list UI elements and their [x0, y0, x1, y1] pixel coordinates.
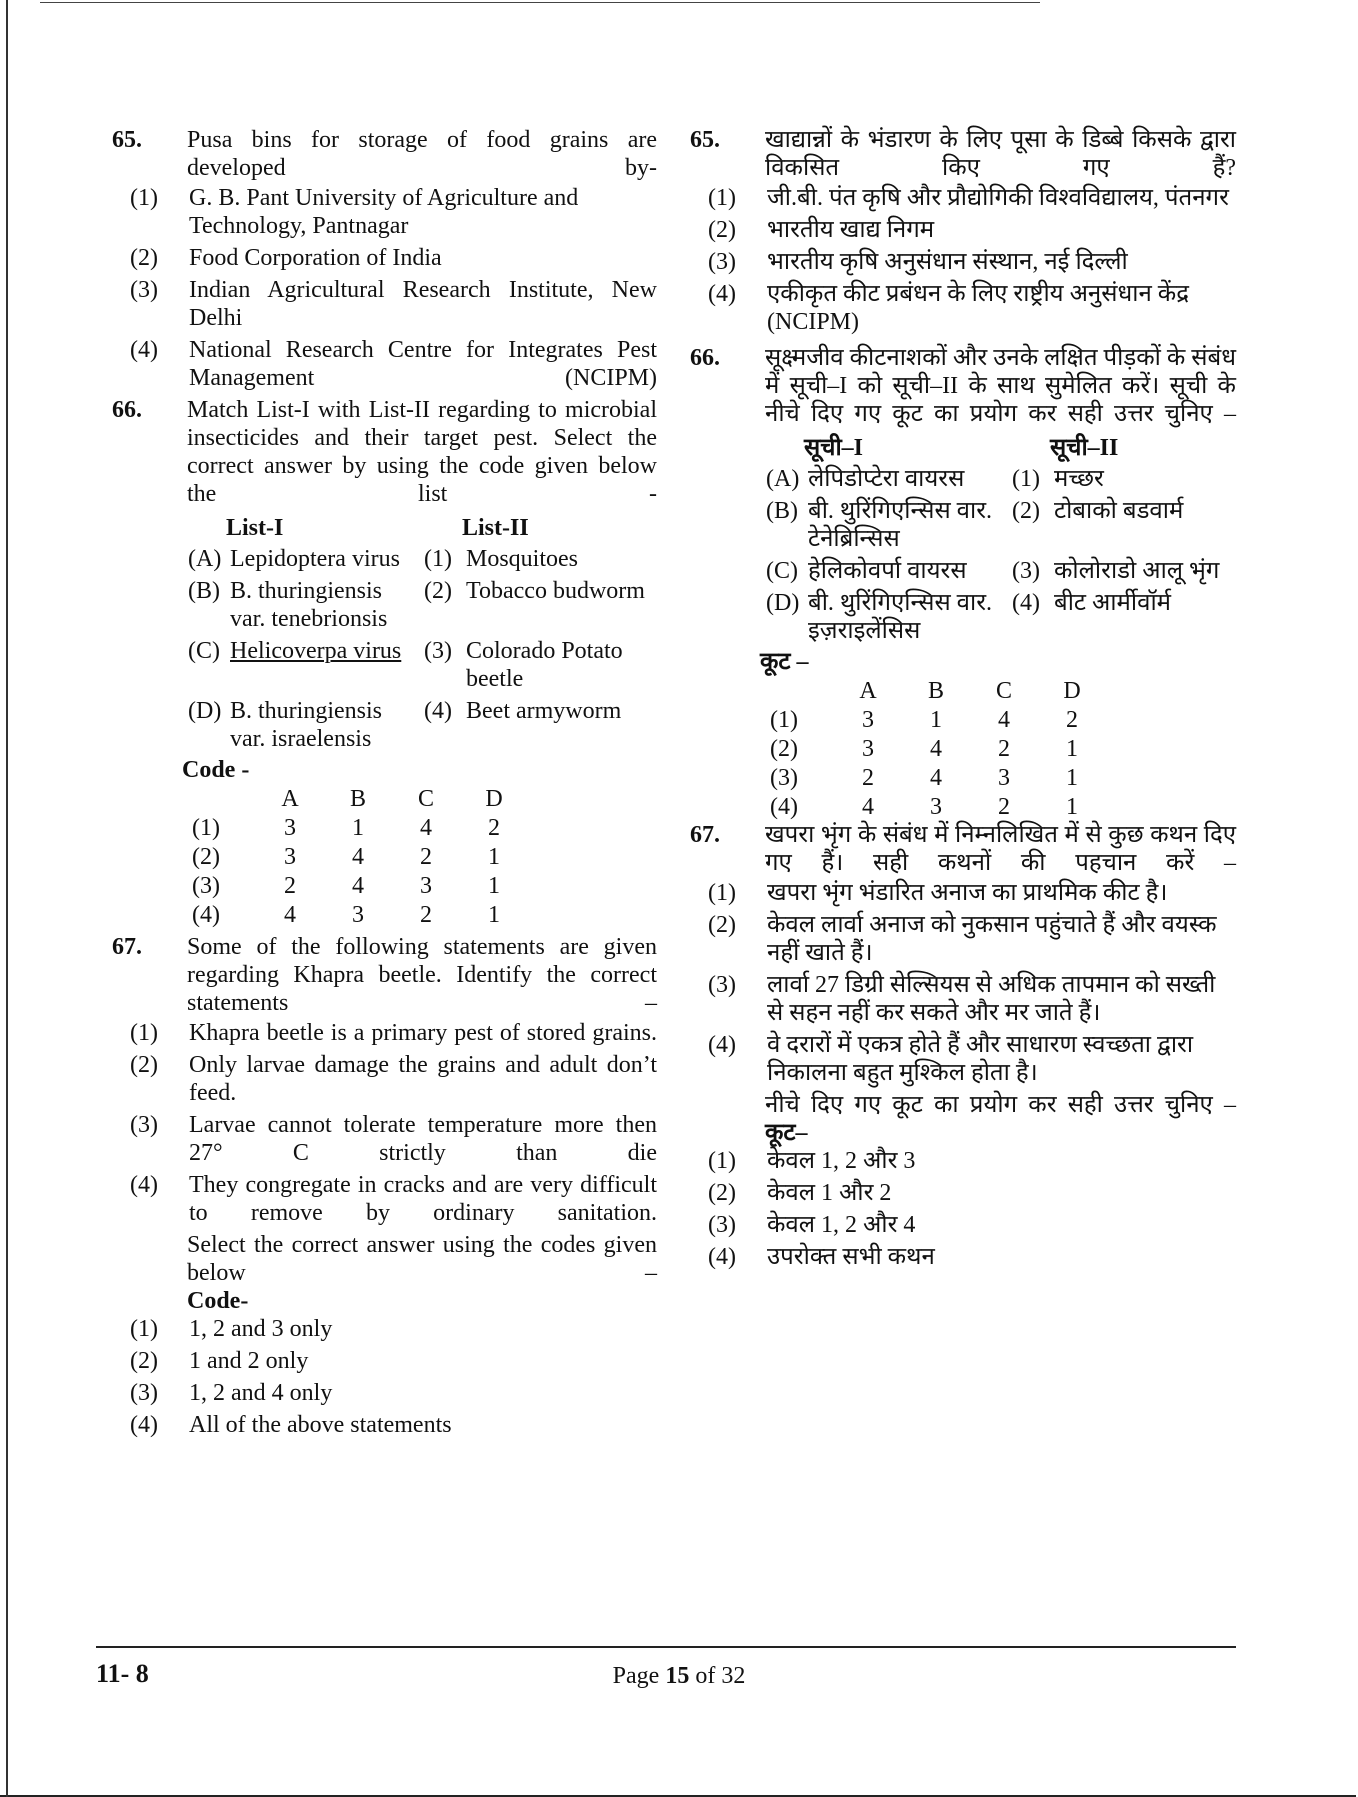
- option-number: (4): [130, 1412, 158, 1438]
- list-1-item: बी. थुरिंगिएन्सिस वार. टेनेब्रिन्सिस: [808, 498, 993, 552]
- option-text: केवल 1, 2 और 3: [767, 1148, 916, 1174]
- list-1-item: हेलिकोवर्पा वायरस: [808, 558, 967, 584]
- option-text: Indian Agricultural Research Institute, New Delhi: [189, 277, 657, 331]
- code-cell: 3: [930, 793, 942, 820]
- code-option: (1): [192, 814, 220, 841]
- code-cell: 4: [420, 814, 432, 841]
- question-text: खपरा भृंग के संबंध में निम्नलिखित में से कुछ कथन दिए गए हैं। सही कथनों की पहचान करें –: [765, 822, 1236, 876]
- hindi-column: [690, 126, 1236, 1275]
- option-text: खपरा भृंग भंडारित अनाज का प्राथमिक कीट है।: [767, 880, 1168, 906]
- option-text: केवल 1 और 2: [767, 1180, 892, 1206]
- option-4: [708, 280, 1236, 336]
- question-text: खाद्यान्नों के भंडारण के लिए पूसा के डिब्बे किसके द्वारा विकसित किए गए हैं?: [765, 127, 1236, 181]
- match-list: [182, 510, 657, 929]
- option-number: (3): [708, 249, 736, 275]
- code-cell: 2: [998, 735, 1010, 762]
- code-option: (2): [192, 843, 220, 870]
- answer-1: [130, 1315, 657, 1343]
- row-letter: (D): [188, 698, 222, 724]
- code-option: (2): [770, 735, 798, 762]
- statement-3: [708, 971, 1236, 1027]
- row-letter: (C): [766, 558, 798, 584]
- row-number: (2): [424, 578, 452, 604]
- code-cell: 4: [998, 706, 1010, 733]
- answer-4: [708, 1243, 1236, 1271]
- option-3: [130, 276, 657, 332]
- list-2-item: बीट आर्मीवॉर्म: [1054, 590, 1172, 616]
- code-table: [770, 676, 1106, 821]
- code-cell: 2: [420, 901, 432, 928]
- statement-1: [130, 1019, 657, 1047]
- question-number: 67.: [112, 934, 142, 960]
- list-1-item-text: B. thuringiensis var. tenebrionsis: [230, 578, 388, 632]
- list-2-item: कोलोराडो आलू भृंग: [1054, 558, 1220, 584]
- row-number: (4): [424, 698, 452, 724]
- scan-left-edge: [6, 0, 8, 1797]
- scan-top-edge: [40, 2, 1040, 3]
- option-text: Larvae cannot tolerate temperature more then 27° C strictly than die: [189, 1112, 657, 1166]
- code-cell: 1: [488, 901, 500, 928]
- code-label: कूट–: [765, 1120, 808, 1146]
- list-1-header: सूची–I: [804, 435, 864, 461]
- code-cell: 4: [930, 735, 942, 762]
- question-text: Pusa bins for storage of food grains are developed by-: [187, 127, 657, 181]
- option-number: (3): [708, 1212, 736, 1238]
- code-cell: 3: [284, 843, 296, 870]
- row-letter: (B): [188, 578, 220, 604]
- table-row: [192, 900, 528, 929]
- answer-3: [708, 1211, 1236, 1239]
- statement-4: [708, 1031, 1236, 1087]
- match-list: [760, 430, 1236, 821]
- option-text: They congregate in cracks and are very difficult to remove by ordinary sanitation.: [189, 1172, 657, 1226]
- option-4: [130, 336, 657, 392]
- option-number: (4): [708, 281, 736, 307]
- option-text: 1, 2 and 4 only: [189, 1380, 333, 1406]
- option-text: All of the above statements: [189, 1412, 452, 1438]
- option-text: वे दरारों में एकत्र होते हैं और साधारण स्वच्छता द्वारा निकालना बहुत मुश्किल होता है।: [767, 1032, 1194, 1086]
- code-option: (4): [192, 901, 220, 928]
- question-number: 65.: [112, 127, 142, 153]
- option-number: (1): [130, 1020, 158, 1046]
- option-1: [130, 184, 657, 240]
- statement-4: [130, 1171, 657, 1227]
- row-letter: (A): [766, 466, 800, 492]
- list-1-item: [230, 696, 424, 756]
- code-cell: 4: [352, 843, 364, 870]
- option-3: [708, 248, 1236, 276]
- code-cell: 1: [488, 872, 500, 899]
- option-text: भारतीय खाद्य निगम: [767, 217, 935, 243]
- row-number: (1): [424, 546, 452, 572]
- match-table: [766, 430, 1223, 648]
- code-cell: 1: [930, 706, 942, 733]
- code-head-b: B: [927, 677, 944, 704]
- option-number: (1): [708, 880, 736, 906]
- code-cell: 2: [1066, 706, 1078, 733]
- row-letter: (C): [188, 638, 220, 664]
- option-text: जी.बी. पंत कृषि और प्रौद्योगिकी विश्वविद्यालय, पंतनगर: [767, 185, 1229, 211]
- question-65-en: [112, 126, 657, 182]
- code-cell: 2: [284, 872, 296, 899]
- row-letter: (B): [766, 498, 798, 524]
- code-cell: 4: [862, 793, 874, 820]
- code-label: कूट –: [760, 649, 809, 675]
- option-number: (3): [130, 1112, 158, 1138]
- table-row: [188, 636, 657, 696]
- option-number: (3): [130, 277, 158, 303]
- list-1-item: बी. थुरिंगिएन्सिस वार. इज़राइलेंसिस: [808, 590, 993, 644]
- statement-1: [708, 879, 1236, 907]
- option-text: 1, 2 and 3 only: [189, 1316, 333, 1342]
- list-2-header: सूची–II: [1050, 435, 1119, 461]
- code-cell: 4: [930, 764, 942, 791]
- table-row: [766, 496, 1223, 556]
- code-head-d: D: [1063, 677, 1081, 704]
- code-cell: 2: [488, 814, 500, 841]
- option-text: केवल लार्वा अनाज को नुकसान पहुंचाते हैं और वयस्क नहीं खाते हैं।: [767, 912, 1217, 966]
- page-number: 15: [665, 1663, 690, 1689]
- table-row: [766, 464, 1223, 496]
- code-cell: 1: [1066, 764, 1078, 791]
- question-text: Some of the following statements are given regarding Khapra beetle. Identify the correct statements –: [187, 934, 657, 1016]
- option-text: एकीकृत कीट प्रबंधन के लिए राष्ट्रीय अनुसंधान केंद्र (NCIPM): [767, 281, 1189, 335]
- question-65-hi: [690, 126, 1236, 182]
- code-option: (3): [770, 764, 798, 791]
- select-instruction: नीचे दिए गए कूट का प्रयोग कर सही उत्तर चुनिए –: [765, 1092, 1236, 1118]
- list-2-header: List-II: [462, 515, 529, 541]
- page-suffix: of 32: [689, 1663, 746, 1689]
- answer-2: [130, 1347, 657, 1375]
- question-66-hi: [690, 344, 1236, 428]
- statement-2: [130, 1051, 657, 1107]
- table-row: [770, 763, 1106, 792]
- question-67-en: [112, 933, 657, 1017]
- option-text: 1 and 2 only: [189, 1348, 309, 1374]
- option-text: G. B. Pant University of Agriculture and Technology, Pantnagar: [189, 185, 579, 239]
- table-row: [188, 576, 657, 636]
- option-text: Only larvae damage the grains and adult don’t feed.: [189, 1052, 657, 1106]
- option-text: Food Corporation of India: [189, 245, 442, 271]
- row-letter: (D): [766, 590, 800, 616]
- question-number: 66.: [112, 397, 142, 423]
- statement-3: [130, 1111, 657, 1167]
- code-cell: 3: [862, 735, 874, 762]
- question-66-en: [112, 396, 657, 508]
- code-cell: 2: [862, 764, 874, 791]
- table-row: [770, 734, 1106, 763]
- code-table: [192, 784, 528, 929]
- code-option: (1): [770, 706, 798, 733]
- table-row: [766, 588, 1223, 648]
- list-1-item-text: Helicoverpa virus: [230, 638, 402, 664]
- row-number: (3): [424, 638, 452, 664]
- row-number: (3): [1012, 558, 1040, 584]
- list-1-item: लेपिडोप्टेरा वायरस: [808, 466, 965, 492]
- table-row: [188, 544, 657, 576]
- code-head-d: D: [485, 785, 503, 812]
- booklet-code: 11- 8: [96, 1659, 149, 1688]
- option-number: (2): [130, 1052, 158, 1078]
- list-1-header: List-I: [226, 515, 284, 541]
- option-number: (4): [708, 1032, 736, 1058]
- page-prefix: Page: [612, 1663, 666, 1689]
- option-number: (2): [130, 1348, 158, 1374]
- match-table: [188, 510, 657, 756]
- code-cell: 3: [998, 764, 1010, 791]
- code-option: (3): [192, 872, 220, 899]
- question-number: 67.: [690, 822, 720, 848]
- option-number: (2): [708, 912, 736, 938]
- english-column: [112, 126, 657, 1443]
- option-2: [708, 216, 1236, 244]
- code-cell: 3: [352, 901, 364, 928]
- list-1-item-text: B. thuringiensis var. israelensis: [230, 698, 383, 752]
- table-row: [770, 792, 1106, 821]
- question-67-hi: [690, 821, 1236, 877]
- code-label: Code -: [182, 757, 250, 783]
- code-label: Code-: [187, 1288, 249, 1314]
- option-number: (4): [708, 1244, 736, 1270]
- option-text: लार्वा 27 डिग्री सेल्सियस से अधिक तापमान को सख्ती से सहन नहीं कर सकते और मर जाते हैं।: [767, 972, 1216, 1026]
- list-2-item: मच्छर: [1054, 466, 1104, 492]
- list-1-item: Lepidoptera virus: [230, 546, 400, 572]
- code-cell: 1: [1066, 735, 1078, 762]
- list-2-item: Colorado Potato beetle: [466, 638, 623, 692]
- code-option: (4): [770, 793, 798, 820]
- option-text: National Research Centre for Integrates Pest Management (NCIPM): [189, 337, 657, 391]
- answer-3: [130, 1379, 657, 1407]
- option-number: (2): [708, 217, 736, 243]
- list-2-item: Tobacco budworm: [466, 578, 645, 604]
- table-row: [188, 696, 657, 756]
- table-row: [192, 813, 528, 842]
- code-head-a: A: [281, 785, 299, 812]
- code-cell: 2: [998, 793, 1010, 820]
- footer-divider: [96, 1646, 1236, 1648]
- option-2: [130, 244, 657, 272]
- option-1: [708, 184, 1236, 212]
- answer-2: [708, 1179, 1236, 1207]
- table-row: [192, 871, 528, 900]
- code-cell: 4: [352, 872, 364, 899]
- code-cell: 3: [284, 814, 296, 841]
- option-number: (4): [130, 1172, 158, 1198]
- code-head-c: C: [417, 785, 434, 812]
- option-number: (4): [130, 337, 158, 363]
- list-1-item: [230, 576, 424, 636]
- statement-2: [708, 911, 1236, 967]
- answer-1: [708, 1147, 1236, 1175]
- option-number: (3): [130, 1380, 158, 1406]
- code-cell: 4: [284, 901, 296, 928]
- option-number: (1): [130, 185, 158, 211]
- select-instruction: Select the correct answer using the codes given below –: [187, 1232, 657, 1286]
- page-indicator: [0, 1659, 1358, 1690]
- table-row: [770, 705, 1106, 734]
- option-text: भारतीय कृषि अनुसंधान संस्थान, नई दिल्ली: [767, 249, 1128, 275]
- option-text: Khapra beetle is a primary pest of stored grains.: [189, 1020, 657, 1046]
- question-text: Match List-I with List-II regarding to microbial insecticides and their target pest. Select the correct answer by using the code given below the list -: [187, 397, 657, 507]
- code-cell: 3: [862, 706, 874, 733]
- list-2-item: Mosquitoes: [466, 546, 579, 572]
- table-row: [192, 842, 528, 871]
- table-row: [766, 556, 1223, 588]
- option-number: (1): [708, 1148, 736, 1174]
- code-cell: 3: [420, 872, 432, 899]
- row-letter: (A): [188, 546, 222, 572]
- option-text: केवल 1, 2 और 4: [767, 1212, 916, 1238]
- row-number: (1): [1012, 466, 1040, 492]
- code-head-c: C: [995, 677, 1012, 704]
- code-cell: 2: [420, 843, 432, 870]
- code-cell: 1: [1066, 793, 1078, 820]
- answer-4: [130, 1411, 657, 1439]
- code-head-a: A: [859, 677, 877, 704]
- code-cell: 1: [488, 843, 500, 870]
- option-number: (1): [708, 185, 736, 211]
- option-number: (2): [708, 1180, 736, 1206]
- option-number: (1): [130, 1316, 158, 1342]
- question-number: 66.: [690, 345, 720, 371]
- option-text: उपरोक्त सभी कथन: [767, 1244, 935, 1270]
- option-number: (2): [130, 245, 158, 271]
- list-2-item: टोबाको बडवार्म: [1054, 498, 1184, 524]
- row-number: (2): [1012, 498, 1040, 524]
- question-text: सूक्ष्मजीव कीटनाशकों और उनके लक्षित पीड़कों के संबंध में सूची–I को सूची–II के साथ सुमेलित करें। सूची के नीचे दिए गए कूट का प्रयोग कर सही उत्तर चुनिए –: [765, 345, 1236, 427]
- code-cell: 1: [352, 814, 364, 841]
- question-number: 65.: [690, 127, 720, 153]
- code-head-b: B: [349, 785, 366, 812]
- row-number: (4): [1012, 590, 1040, 616]
- list-2-item: Beet armyworm: [466, 698, 622, 724]
- option-number: (3): [708, 972, 736, 998]
- list-1-item: [230, 636, 424, 696]
